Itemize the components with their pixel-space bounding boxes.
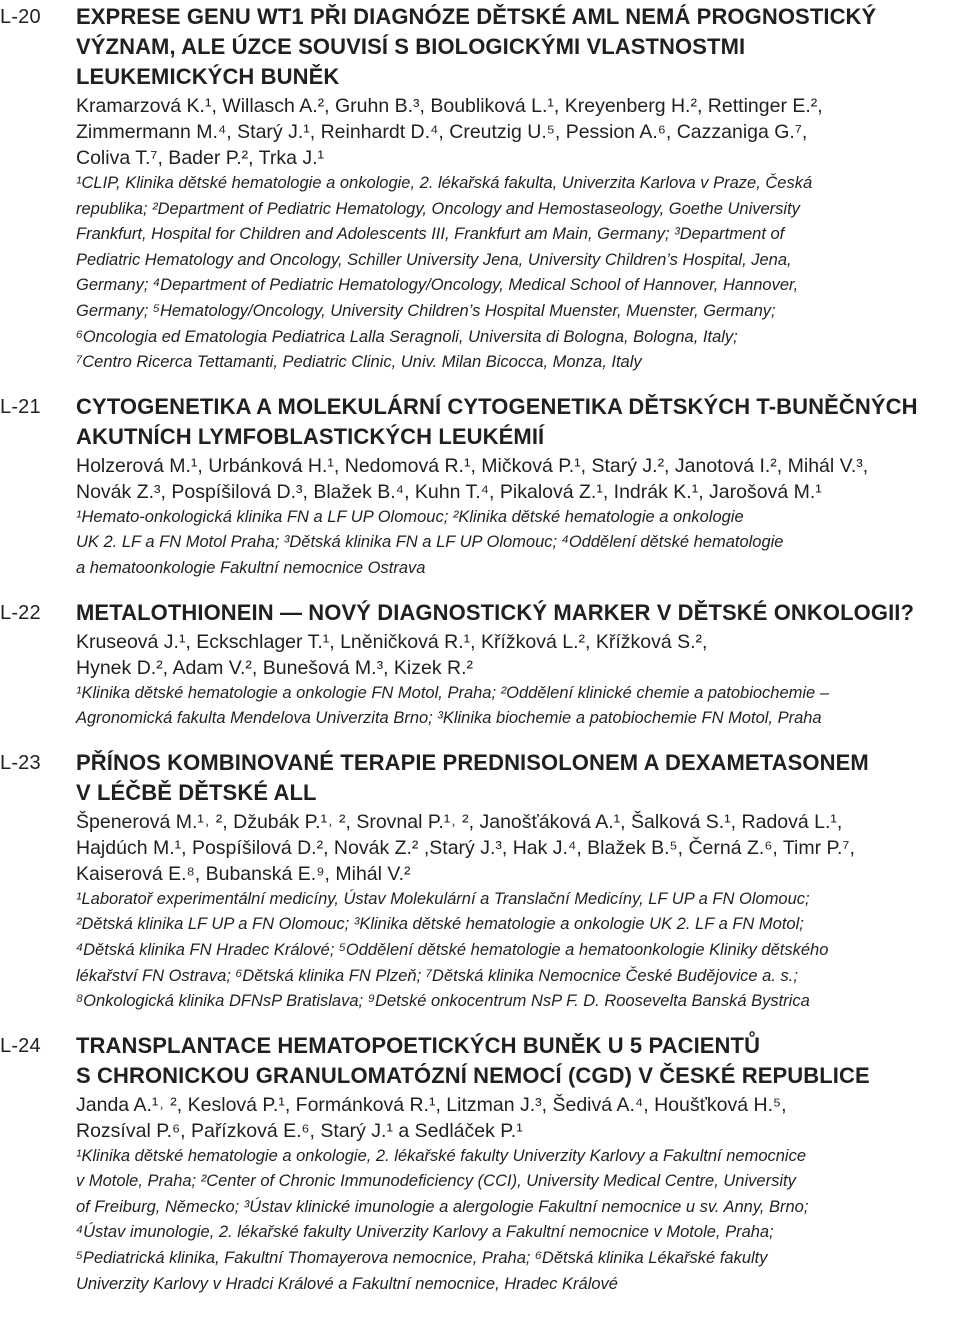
affiliation-line: ¹Hemato-onkologická klinika FN a LF UP Olomouc; ²Klinika dětské hematologie a onkologie bbox=[76, 507, 744, 526]
affiliations bbox=[76, 505, 950, 582]
affiliations bbox=[76, 171, 950, 376]
affiliation-line: ⁷Centro Ricerca Tettamanti, Pediatric Clinic, Univ. Milan Bicocca, Monza, Italy bbox=[76, 353, 642, 372]
title-line: LEUKEMICKÝCH BUNĚK bbox=[76, 64, 340, 89]
author-line: Zimmermann M.⁴, Starý J.¹, Reinhardt D.⁴, Creutzig U.⁵, Pession A.⁶, Cazzaniga G.⁷, bbox=[76, 121, 808, 143]
entry-code: L-20 bbox=[0, 6, 41, 28]
affiliation-line: of Freiburg, Německo; ³Ústav klinické imunologie a alergologie Fakultní nemocnice u sv. Anny, Brno; bbox=[76, 1197, 809, 1216]
entry-title bbox=[76, 748, 950, 808]
affiliation-line: Agronomická fakulta Mendelova Univerzita Brno; ³Klinika biochemie a patobiochemie FN Motol, Praha bbox=[76, 709, 822, 728]
affiliation-line: lékařství FN Ostrava; ⁶Dětská klinika FN Plzeň; ⁷Dětská klinika Nemocnice České Budějovice a. s.; bbox=[76, 966, 798, 985]
author-line: Kruseová J.¹, Eckschlager T.¹, Lněničková R.¹, Křížková L.², Křížková S.², bbox=[76, 630, 708, 653]
affiliation-line: Germany; ⁵Hematology/Oncology, University Children’s Hospital Muenster, Muenster, Germany; bbox=[76, 301, 776, 320]
author-list bbox=[76, 629, 950, 681]
abstract-entry-l23 bbox=[0, 748, 960, 1015]
author-line: Hajdúch M.¹, Pospíšilová D.², Novák Z.² ,Starý J.³, Hak J.⁴, Blažek B.⁵, Černá Z.⁶, Timr P.⁷, bbox=[76, 836, 855, 859]
affiliation-line: ¹CLIP, Klinika dětské hematologie a onkologie, 2. lékařská fakulta, Univerzita Karlova v Praze, Česká bbox=[76, 174, 813, 192]
title-line: AKUTNÍCH LYMFOBLASTICKÝCH LEUKÉMIÍ bbox=[76, 423, 545, 449]
affiliation-line: ⁴Dětská klinika FN Hradec Králové; ⁵Oddělení dětské hematologie a hematoonkologie Kliniky dětského bbox=[76, 940, 829, 959]
affiliation-line: ⁴Ústav imunologie, 2. lékařské fakulty Univerzity Karlovy a Fakultní nemocnice v Motole, Praha; bbox=[76, 1223, 774, 1242]
author-line: Holzerová M.¹, Urbánková H.¹, Nedomová R.¹, Mičková P.¹, Starý J.², Janotová I.², Mihál V.³, bbox=[76, 454, 869, 477]
affiliation-line: ⁶Oncologia ed Ematologia Pediatrica Lalla Seragnoli, Universita di Bologna, Bologna, Italy; bbox=[76, 327, 738, 346]
author-line: Kaiserová E.⁸, Bubanská E.⁹, Mihál V.² bbox=[76, 862, 411, 885]
entry-code: L-24 bbox=[0, 1034, 41, 1057]
entry-title bbox=[76, 2, 950, 92]
abstract-entry-l24 bbox=[0, 1031, 960, 1298]
author-list bbox=[76, 453, 950, 505]
affiliation-line: ²Dětská klinika LF UP a FN Olomouc; ³Klinika dětské hematologie a onkologie UK 2. LF a FN Motol; bbox=[76, 915, 804, 934]
author-list bbox=[76, 93, 950, 171]
affiliation-line: UK 2. LF a FN Motol Praha; ³Dětská klinika FN a LF UP Olomouc; ⁴Oddělení dětské hematologie bbox=[76, 533, 784, 552]
affiliation-line: Germany; ⁴Department of Pediatric Hematology/Oncology, Medical School of Hannover, Hannover, bbox=[76, 276, 799, 295]
entry-title bbox=[76, 392, 950, 452]
entry-code: L-21 bbox=[0, 395, 41, 418]
abstract-entry-l22 bbox=[0, 598, 960, 732]
abstract-entry-l20 bbox=[0, 2, 960, 376]
entry-code: L-22 bbox=[0, 601, 41, 624]
author-line: Kramarzová K.¹, Willasch A.², Gruhn B.³, Boubliková L.¹, Kreyenberg H.², Rettinger E.², bbox=[76, 95, 823, 117]
title-line: METALOTHIONEIN — NOVÝ DIAGNOSTICKÝ MARKER V DĚTSKÉ ONKOLOGII? bbox=[76, 599, 915, 625]
author-line: Novák Z.³, Pospíšilová D.³, Blažek B.⁴, Kuhn T.⁴, Pikalová Z.¹, Indrák K.¹, Jarošová M.¹ bbox=[76, 480, 822, 503]
affiliation-line: a hematoonkologie Fakultní nemocnice Ostrava bbox=[76, 558, 426, 577]
affiliation-line: republika; ²Department of Pediatric Hematology, Oncology and Hemostaseology, Goethe University bbox=[76, 199, 800, 218]
author-line: Rozsíval P.⁶, Pařízková E.⁶, Starý J.¹ a Sedláček P.¹ bbox=[76, 1119, 523, 1142]
title-line: PŘÍNOS KOMBINOVANÉ TERAPIE PREDNISOLONEM A DEXAMETASONEM bbox=[76, 749, 869, 775]
affiliation-line: ¹Klinika dětské hematologie a onkologie, 2. lékařské fakulty Univerzity Karlovy a Fakultní nemocnice bbox=[76, 1146, 807, 1165]
author-list bbox=[76, 1092, 950, 1144]
affiliation-line: Frankfurt, Hospital for Children and Adolescents III, Frankfurt am Main, Germany; ³Department of bbox=[76, 225, 785, 244]
title-line: CYTOGENETIKA A MOLEKULÁRNÍ CYTOGENETIKA DĚTSKÝCH T-BUNĚČNÝCH bbox=[76, 393, 918, 419]
title-line: V LÉČBĚ DĚTSKÉ ALL bbox=[76, 779, 317, 805]
author-line: Coliva T.⁷, Bader P.², Trka J.¹ bbox=[76, 147, 325, 169]
entry-title bbox=[76, 1031, 950, 1091]
author-line: Janda A.¹˒ ², Keslová P.¹, Formánková R.¹, Litzman J.³, Šedivá A.⁴, Houšťková H.⁵, bbox=[76, 1093, 787, 1116]
title-line: TRANSPLANTACE HEMATOPOETICKÝCH BUNĚK U 5 PACIENTŮ bbox=[76, 1032, 761, 1058]
affiliation-line: ⁸Onkologická klinika DFNsP Bratislava; ⁹Detské onkocentrum NsP F. D. Roosevelta Banská Bystrica bbox=[76, 992, 810, 1011]
affiliations bbox=[76, 887, 950, 1015]
affiliation-line: ¹Klinika dětské hematologie a onkologie FN Motol, Praha; ²Oddělení klinické chemie a patobiochemie – bbox=[76, 683, 829, 702]
author-list bbox=[76, 809, 950, 887]
entry-code: L-23 bbox=[0, 751, 41, 774]
title-line: VÝZNAM, ALE ÚZCE SOUVISÍ S BIOLOGICKÝMI VLASTNOSTMI bbox=[76, 34, 746, 59]
affiliation-line: Univerzity Karlovy v Hradci Králové a Fakultní nemocnice, Hradec Králové bbox=[76, 1274, 618, 1293]
affiliation-line: v Motole, Praha; ²Center of Chronic Immunodeficiency (CCI), University Medical Centre, University bbox=[76, 1172, 796, 1191]
affiliation-line: ¹Laboratoř experimentální medicíny, Ústav Molekulární a Translační Medicíny, LF UP a FN Olomouc; bbox=[76, 889, 810, 908]
affiliations bbox=[76, 1144, 950, 1298]
author-line: Špenerová M.¹˒ ², Džubák P.¹˒ ², Srovnal P.¹˒ ², Janošťáková A.¹, Šalková S.¹, Radová L.¹, bbox=[76, 810, 843, 833]
affiliations bbox=[76, 681, 950, 732]
title-line: EXPRESE GENU WT1 PŘI DIAGNÓZE DĚTSKÉ AML NEMÁ PROGNOSTICKÝ bbox=[76, 4, 877, 29]
affiliation-line: ⁵Pediatrická klinika, Fakultní Thomayerova nemocnice, Praha; ⁶Dětská klinika Lékařské fakulty bbox=[76, 1249, 768, 1268]
author-line: Hynek D.², Adam V.², Bunešová M.³, Kizek R.² bbox=[76, 656, 473, 679]
affiliation-line: Pediatric Hematology and Oncology, Schiller University Jena, University Children’s Hospital, Jena, bbox=[76, 250, 792, 269]
entry-title bbox=[76, 598, 950, 628]
title-line: S CHRONICKOU GRANULOMATÓZNÍ NEMOCÍ (CGD) V ČESKÉ REPUBLICE bbox=[76, 1062, 870, 1088]
abstract-entry-l21 bbox=[0, 392, 960, 582]
